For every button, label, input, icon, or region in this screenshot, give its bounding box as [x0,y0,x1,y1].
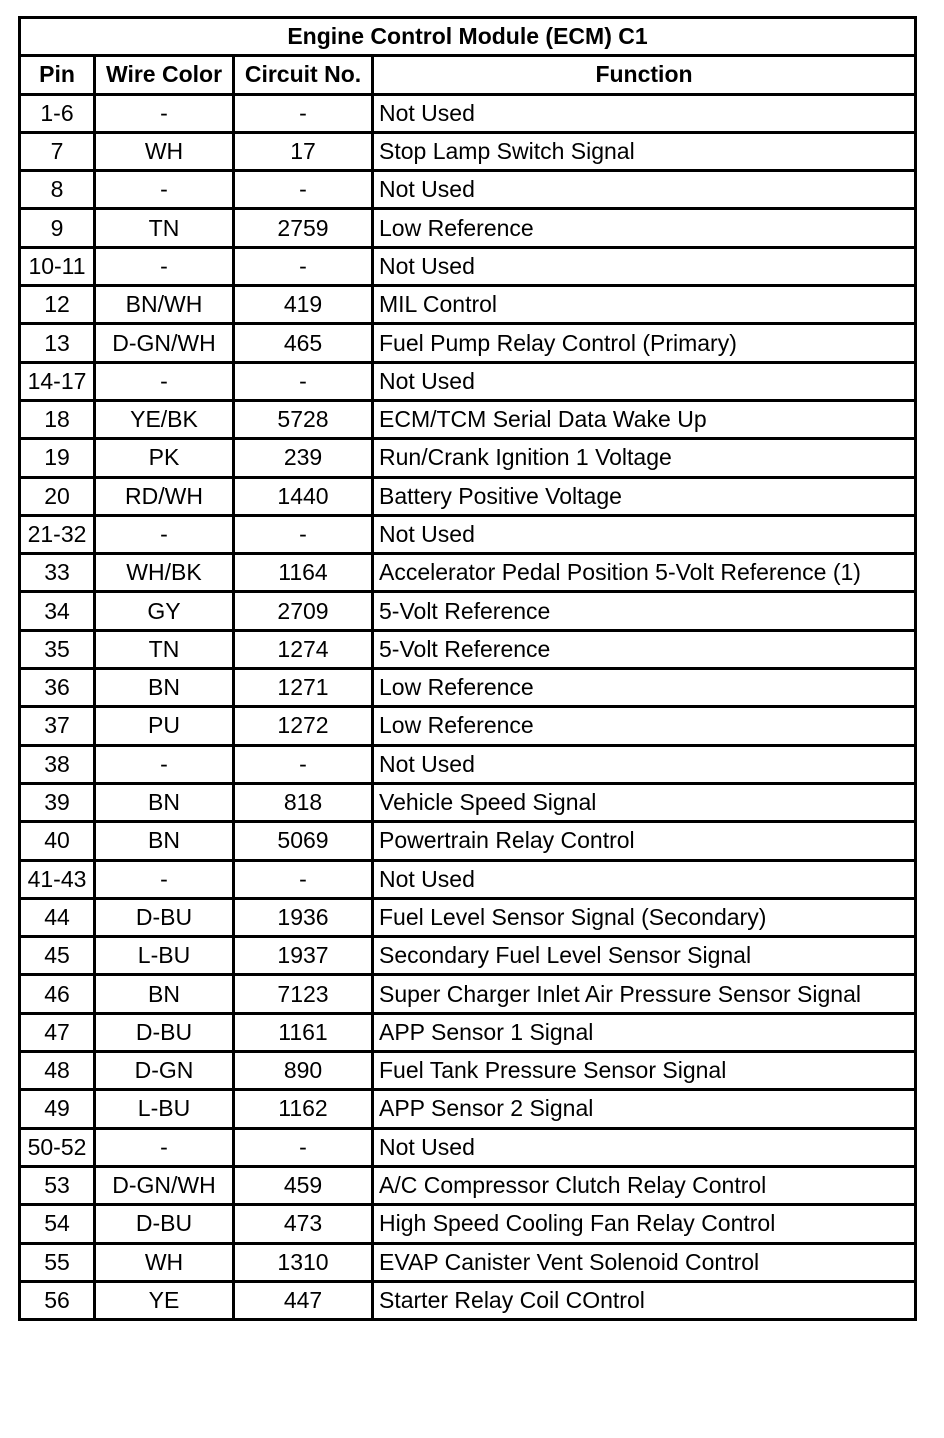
circuit-no-cell: 1271 [234,669,373,707]
wire-color-cell: - [95,362,234,400]
pin-cell: 45 [20,937,95,975]
table-row [20,745,916,783]
circuit-no-cell: 1274 [234,630,373,668]
pin-cell: 13 [20,324,95,362]
wire-color-cell: BN [95,669,234,707]
function-cell: Not Used [373,515,916,553]
circuit-no-cell: 5069 [234,822,373,860]
table-row [20,822,916,860]
circuit-no-cell: 890 [234,1052,373,1090]
wire-color-cell: BN [95,975,234,1013]
circuit-no-cell: - [234,171,373,209]
pin-cell: 56 [20,1281,95,1319]
table-header-row [20,56,916,94]
table-row [20,630,916,668]
wire-color-cell: - [95,515,234,553]
function-cell: Not Used [373,94,916,132]
pin-cell: 54 [20,1205,95,1243]
wire-color-cell: PK [95,439,234,477]
wire-color-cell: YE [95,1281,234,1319]
circuit-no-cell: 459 [234,1166,373,1204]
table-title: Engine Control Module (ECM) C1 [20,18,916,56]
pin-cell: 38 [20,745,95,783]
wire-color-cell: - [95,1128,234,1166]
circuit-no-cell: 1272 [234,707,373,745]
table-row [20,400,916,438]
function-cell: Run/Crank Ignition 1 Voltage [373,439,916,477]
circuit-no-cell: - [234,1128,373,1166]
pin-cell: 21-32 [20,515,95,553]
pin-cell: 47 [20,1013,95,1051]
function-cell: Fuel Level Sensor Signal (Secondary) [373,898,916,936]
circuit-no-cell: 17 [234,132,373,170]
wire-color-cell: PU [95,707,234,745]
function-cell: Low Reference [373,209,916,247]
pin-cell: 10-11 [20,247,95,285]
function-cell: ECM/TCM Serial Data Wake Up [373,400,916,438]
table-row [20,132,916,170]
wire-color-cell: D-GN/WH [95,1166,234,1204]
circuit-no-cell: 239 [234,439,373,477]
function-cell: APP Sensor 1 Signal [373,1013,916,1051]
pin-cell: 1-6 [20,94,95,132]
pin-cell: 40 [20,822,95,860]
function-cell: Accelerator Pedal Position 5-Volt Reference (1) [373,554,916,592]
function-cell: 5-Volt Reference [373,592,916,630]
circuit-no-cell: 5728 [234,400,373,438]
table-row [20,1013,916,1051]
function-cell: Not Used [373,860,916,898]
table-title-row [20,18,916,56]
wire-color-cell: L-BU [95,1090,234,1128]
pin-cell: 48 [20,1052,95,1090]
table-row [20,439,916,477]
header-pin: Pin [20,56,95,94]
function-cell: APP Sensor 2 Signal [373,1090,916,1128]
header-function: Function [373,56,916,94]
pin-cell: 39 [20,783,95,821]
function-cell: MIL Control [373,286,916,324]
pin-cell: 53 [20,1166,95,1204]
wire-color-cell: D-BU [95,1013,234,1051]
header-circuit-no: Circuit No. [234,56,373,94]
wire-color-cell: TN [95,630,234,668]
circuit-no-cell: 419 [234,286,373,324]
function-cell: Stop Lamp Switch Signal [373,132,916,170]
wire-color-cell: BN [95,783,234,821]
wire-color-cell: - [95,860,234,898]
pin-cell: 36 [20,669,95,707]
table-row [20,286,916,324]
wire-color-cell: TN [95,209,234,247]
pin-cell: 14-17 [20,362,95,400]
table-row [20,1243,916,1281]
function-cell: Low Reference [373,707,916,745]
table-row [20,1281,916,1319]
circuit-no-cell: 1164 [234,554,373,592]
pin-cell: 12 [20,286,95,324]
pin-cell: 34 [20,592,95,630]
circuit-no-cell: 1161 [234,1013,373,1051]
pin-cell: 44 [20,898,95,936]
wire-color-cell: - [95,171,234,209]
wire-color-cell: - [95,94,234,132]
pin-cell: 33 [20,554,95,592]
wire-color-cell: WH/BK [95,554,234,592]
table-row [20,171,916,209]
circuit-no-cell: - [234,247,373,285]
table-row [20,1052,916,1090]
pin-cell: 46 [20,975,95,1013]
table-row [20,94,916,132]
table-row [20,783,916,821]
table-row [20,1166,916,1204]
function-cell: A/C Compressor Clutch Relay Control [373,1166,916,1204]
pin-cell: 7 [20,132,95,170]
connector-table-container [18,16,914,1321]
function-cell: Starter Relay Coil COntrol [373,1281,916,1319]
pin-cell: 41-43 [20,860,95,898]
wire-color-cell: YE/BK [95,400,234,438]
pin-cell: 19 [20,439,95,477]
circuit-no-cell: 1936 [234,898,373,936]
table-row [20,707,916,745]
circuit-no-cell: - [234,515,373,553]
pin-cell: 55 [20,1243,95,1281]
header-wire-color: Wire Color [95,56,234,94]
table-row [20,247,916,285]
circuit-no-cell: - [234,860,373,898]
table-row [20,1205,916,1243]
table-row [20,362,916,400]
wire-color-cell: D-GN/WH [95,324,234,362]
wire-color-cell: D-GN [95,1052,234,1090]
circuit-no-cell: 1310 [234,1243,373,1281]
function-cell: Vehicle Speed Signal [373,783,916,821]
pin-cell: 8 [20,171,95,209]
wire-color-cell: GY [95,592,234,630]
function-cell: Not Used [373,362,916,400]
function-cell: Not Used [373,745,916,783]
table-row [20,1090,916,1128]
function-cell: Not Used [373,171,916,209]
circuit-no-cell: - [234,745,373,783]
pin-cell: 49 [20,1090,95,1128]
function-cell: Low Reference [373,669,916,707]
circuit-no-cell: 1937 [234,937,373,975]
table-row [20,477,916,515]
wire-color-cell: D-BU [95,1205,234,1243]
table-row [20,860,916,898]
ecm-connector-table [18,16,917,1321]
function-cell: 5-Volt Reference [373,630,916,668]
wire-color-cell: WH [95,1243,234,1281]
circuit-no-cell: - [234,362,373,400]
circuit-no-cell: 2759 [234,209,373,247]
table-row [20,515,916,553]
table-row [20,937,916,975]
pin-cell: 50-52 [20,1128,95,1166]
circuit-no-cell: - [234,94,373,132]
function-cell: Not Used [373,247,916,285]
table-row [20,898,916,936]
wire-color-cell: - [95,745,234,783]
function-cell: Not Used [373,1128,916,1166]
function-cell: High Speed Cooling Fan Relay Control [373,1205,916,1243]
circuit-no-cell: 465 [234,324,373,362]
circuit-no-cell: 473 [234,1205,373,1243]
wire-color-cell: D-BU [95,898,234,936]
function-cell: Powertrain Relay Control [373,822,916,860]
function-cell: Fuel Tank Pressure Sensor Signal [373,1052,916,1090]
table-body [20,94,916,1320]
table-row [20,975,916,1013]
function-cell: Super Charger Inlet Air Pressure Sensor Signal [373,975,916,1013]
wire-color-cell: BN [95,822,234,860]
table-row [20,554,916,592]
circuit-no-cell: 818 [234,783,373,821]
circuit-no-cell: 7123 [234,975,373,1013]
circuit-no-cell: 1440 [234,477,373,515]
table-row [20,209,916,247]
wire-color-cell: BN/WH [95,286,234,324]
function-cell: Fuel Pump Relay Control (Primary) [373,324,916,362]
wire-color-cell: - [95,247,234,285]
pin-cell: 35 [20,630,95,668]
wire-color-cell: RD/WH [95,477,234,515]
pin-cell: 18 [20,400,95,438]
function-cell: Secondary Fuel Level Sensor Signal [373,937,916,975]
circuit-no-cell: 447 [234,1281,373,1319]
table-row [20,592,916,630]
function-cell: EVAP Canister Vent Solenoid Control [373,1243,916,1281]
circuit-no-cell: 2709 [234,592,373,630]
wire-color-cell: L-BU [95,937,234,975]
pin-cell: 20 [20,477,95,515]
circuit-no-cell: 1162 [234,1090,373,1128]
table-row [20,669,916,707]
function-cell: Battery Positive Voltage [373,477,916,515]
table-row [20,324,916,362]
pin-cell: 37 [20,707,95,745]
table-row [20,1128,916,1166]
pin-cell: 9 [20,209,95,247]
wire-color-cell: WH [95,132,234,170]
